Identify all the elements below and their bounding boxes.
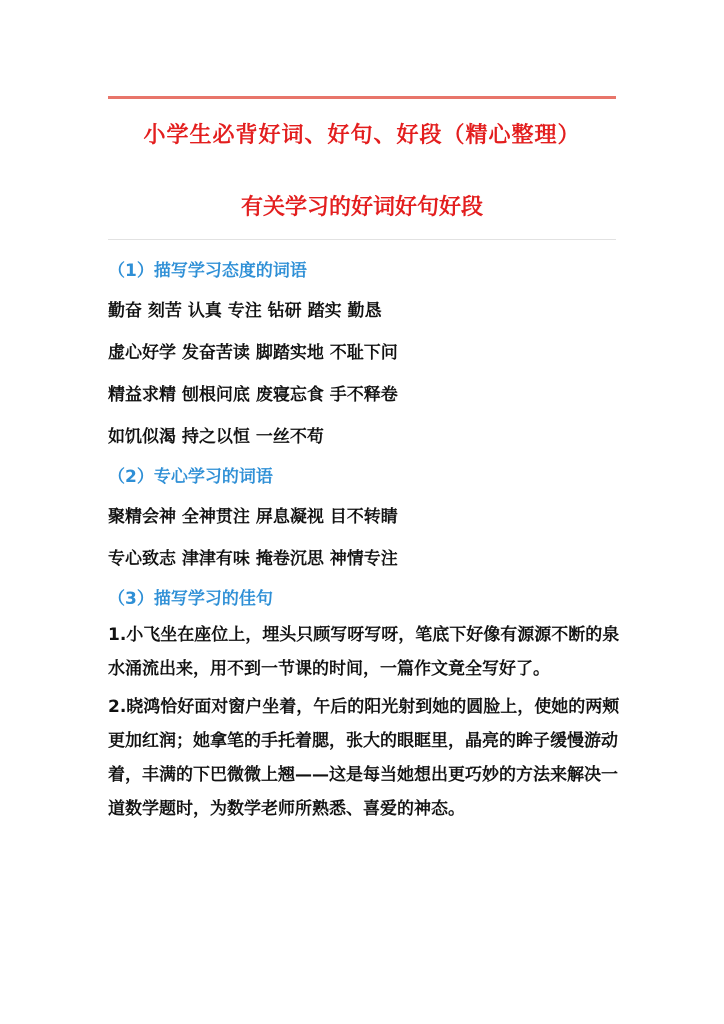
top-divider: [108, 96, 616, 99]
section-attitude-words: [108, 252, 620, 458]
section-focus-words: [108, 458, 620, 580]
word-line: 专心致志 津津有味 掩卷沉思 神情专注: [108, 549, 398, 569]
section-heading: （1）描写学习态度的词语: [108, 261, 307, 281]
section-heading: （2）专心学习的词语: [108, 467, 273, 487]
word-line: 精益求精 刨根问底 废寝忘食 手不释卷: [108, 385, 398, 405]
word-line: 虚心好学 发奋苦读 脚踏实地 不耻下问: [108, 343, 398, 363]
subtitle-divider: [108, 239, 616, 240]
sentence-paragraph: 2.晓鸿恰好面对窗户坐着，午后的阳光射到她的圆脸上，使她的两颊更加红润；她拿笔的手托着腮，张大的眼眶里，晶亮的眸子缓慢游动着，丰满的下巴微微上翘——这是每当她想出更巧妙的方法来解决一道数学题时，为数学老师所熟悉、喜爱的神态。: [108, 697, 620, 819]
section-heading: （3）描写学习的佳句: [108, 589, 273, 609]
sentence-paragraph: 1.小飞坐在座位上，埋头只顾写呀写呀，笔底下好像有源源不断的泉水涌流出来，用不到一节课的时间，一篇作文竟全写好了。: [108, 625, 620, 679]
word-line: 勤奋 刻苦 认真 专注 钻研 踏实 勤恳: [108, 301, 382, 321]
word-line: 聚精会神 全神贯注 屏息凝视 目不转睛: [108, 507, 398, 527]
section-study-sentences: [108, 580, 620, 826]
word-line: 如饥似渴 持之以恒 一丝不苟: [108, 427, 324, 447]
document-title: 小学生必背好词、好句、好段（精心整理）: [143, 123, 581, 148]
document-subtitle: 有关学习的好词好句好段: [240, 195, 483, 220]
document-body: [108, 252, 620, 826]
